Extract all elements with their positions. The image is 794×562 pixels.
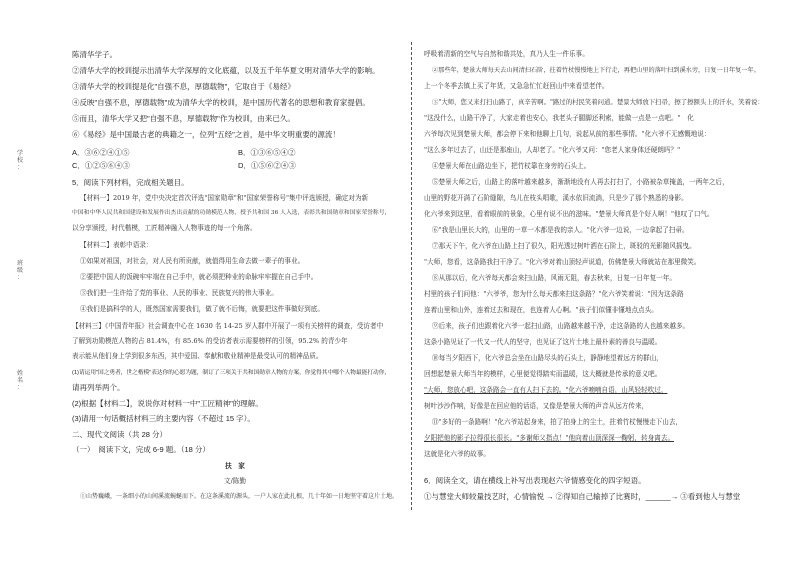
story-line: 村里的孩子们问他："六爷爷，您为什么每天都来扫这条路？"化六爷笑着说："因为这条路 — [424, 290, 684, 298]
right-column — [424, 0, 766, 562]
question-5-2: (2)根据【材料二】，说说你对材料一中"工匠精神"的理解。 — [72, 399, 263, 408]
story-line-underlined: 夕阳把他的影子拉得很长很长。"多谢师父指点！"他向着山顶深深一鞠躬，转身离去。 — [424, 434, 675, 442]
sentence-item: ⑤而且，清华大学又把"自强不息，厚德载物"作为校训，由来已久。 — [72, 114, 295, 123]
story-line: ⑧从那以后，化六爷每天都会来扫山路，风雨无阻，春去秋来，日复一日年复一年。 — [432, 274, 676, 282]
option-c: C．①②⑤⑥④③ — [72, 161, 130, 170]
material-2-quote: ①如果对祖国，对社会，对人民有所贡献，就值得用生命去做一辈子的事业。 — [80, 257, 305, 265]
story-title: 扶 家 — [225, 462, 245, 470]
material-1: 【材料一】2019 年，党中央决定首次评选"国家勋章"和"国家荣誉称号"集中评选颁授，确定对为新 — [80, 194, 369, 202]
story-line: 树叶沙沙作响，好像是在回应他的话语，又像是楚景大师的声音从远方传来， — [424, 402, 649, 410]
story-line: 山里的野花开满了石阶缝隙，鸟儿在枝头唱歌，溪水依旧流淌，只是少了那个熟悉的身影。 — [424, 194, 688, 202]
column-divider — [411, 42, 412, 510]
story-line: 这就是化六爷的故事。 — [424, 450, 490, 458]
story-line: 回想起楚景大师当年的模样，心里便觉得踏实而温暖，这大概就是传承的意义吧。 — [424, 370, 662, 378]
binding-label: ： — [16, 164, 23, 171]
story-line: 呼吸着清新的空气与自然和谐共处，真乃人生一件乐事。 — [424, 50, 589, 58]
material-2-heading: 【材料二】表彰中语录： — [80, 241, 153, 249]
section-2-heading: 二、现代文阅读（共 28 分） — [72, 430, 168, 439]
material-2-quote: ②要把中国人的饭碗牢牢端在自己手中，就必须把种业的命脉牢牢握在自己手中。 — [80, 273, 318, 281]
story-line: ⑤楚景大师之后，山路上的落叶越来越多，渐渐地没有人再去打扫了，小路被杂草掩盖，一两年之后， — [432, 178, 729, 186]
story-line: ④楚景大师在山路边坐下，把竹杖靠在身旁的石头上。 — [432, 162, 591, 170]
material-3: 表示能从他们身上学到很多东西，其中爱国、奉献和敬业精神是最受认可的精神品质。 — [72, 352, 323, 360]
sentence-item: ③清华大学的校训提是化"自强不息，厚德载物"，它取自于《易经》 — [72, 82, 295, 91]
story-line: 上一个冬季去镇上买了年货，又急急忙忙赶回山中来看望老伴。 — [424, 82, 609, 90]
binding-label: 姓 — [16, 370, 23, 377]
binding-label: 学 — [16, 150, 23, 157]
binding-label: 校 — [16, 157, 23, 164]
sentence-item: ⑥《易经》是中国最古老的典籍之一，位列"五经"之首，是中华文明重要的源流！ — [72, 130, 340, 139]
story-line: 连着山里和山外，连着过去和现在，也连着人心啊。"孩子们似懂非懂地点点头。 — [424, 306, 658, 314]
q6-prompt: ①与慧堂大师较量技艺时，心情愉悦 → ②得知自己输掉了比赛时， — [424, 492, 646, 501]
binding-label: ： — [16, 274, 23, 281]
material-1: 中国和中华人民共和国建设和发展作出杰出贡献的功勋模范人物，授予共和国 36 人入选，表彰共和国勋章和国家荣誉称号， — [72, 210, 391, 216]
story-line: "这没什么，山路干净了，大家走着也安心，我老头子腿脚还利索，能做一点是一点吧。" 化 — [424, 114, 694, 122]
material-1: 以分享颁授，时代楷模，工匠精神融入人物事迹的每一个角落。 — [72, 224, 257, 232]
story-line: "这么多年过去了，山还是那座山，人却老了。"化六爷又问："您老人家身体还硬朗吗？" — [424, 146, 681, 154]
material-3: 【材料三】《中国青年报》社会调查中心在 1630 名 14-25 岁人群中开展了一项有关榜样的调查，受访者中 — [72, 322, 384, 330]
q6-blank[interactable]: ______ — [645, 492, 671, 501]
sentence-item: ②清华大学的校训提示出清华大学深厚的文化底蕴，以及五千年华夏文明对清华大学的影响。 — [72, 66, 380, 75]
question-5: 5．阅读下列材料，完成相关题目。 — [72, 178, 189, 187]
question-5-1: (1)请运用"国之勇者，世之楷模"表达你的心愿为题，制订了三项关于共和国勋章人物的方案，你觉得其中哪个人物最能打动你， — [72, 370, 391, 376]
question-6-answer-row — [424, 492, 740, 501]
story-line: ⑪"多好的一条路啊！"化六爷站起身来，拍了拍身上的尘土，拄着竹杖慢慢走下山去， — [432, 418, 683, 426]
option-b: B．①③⑥⑤④② — [238, 148, 296, 157]
left-column — [72, 0, 398, 562]
q6-prompt-cont: → ③看到他人与慧堂 — [670, 492, 741, 501]
sentence-item: ④反映"自强不息，厚德载物"成为清华大学的校训，是中国历代著名的思想和教育家提倡。 — [72, 98, 370, 107]
question-5-3: (3)请用一句话概括材料三的主要内容（不超过 15 字）。 — [72, 414, 255, 423]
story-line: ⑨后来，孩子们也跟着化六爷一起扫山路，山路越来越干净，走这条路的人也越来越多。 — [432, 322, 690, 330]
story-line: ③"大师，您又来打扫山路了，真辛苦啊。"路过的村民笑着问道。楚景大师放下扫帚，擦了擦额头上的汗水，笑着说： — [432, 98, 764, 106]
story-author: 文/陈勤 — [223, 477, 246, 485]
question-5-1-cont: 请再列举两个。 — [72, 383, 125, 392]
intro-tail: 陈清华学子。 — [72, 50, 117, 59]
story-line: ⑦那天下午，化六爷在山路上扫了很久，阳光透过树叶洒在石阶上，斑驳的光影随风摇曳。 — [432, 242, 696, 250]
story-line: 化六爷来到这里，看着眼前的景象，心里有说不出的滋味。"楚景大师真是个好人啊！"他叹了口气。 — [424, 210, 714, 218]
binding-label: 名 — [16, 377, 23, 384]
story-line: ②那些年，楚景大师每天去山间清扫石阶，拄着竹杖慢慢地上下行走，再把山里的落叶扫到溪水旁，日复一日年复一年。 — [432, 67, 760, 74]
material-2-quote: ④我们是搞科学的人，既然国家需要我们，做了就不后悔，就要把这件事做好到底。 — [80, 305, 324, 313]
material-3: 了解到功勋模范人物的占 81.4%，有 85.6% 的受访者表示需要榜样的引领，95.2% 的青少年 — [72, 337, 348, 345]
option-a: A．③⑥②④①⑤ — [72, 148, 130, 157]
story-line-underlined: "大师，您放心吧，这条路会一直有人扫下去的。"化六爷喃喃自语，山风轻轻吹过， — [424, 386, 668, 394]
story-line: 六爷每次见到楚景大师，都会停下来和他聊上几句，说起从前的那些事情。"化六爷不无感慨地说： — [424, 130, 711, 138]
subsection-1-heading: （一） 阅读下文，完成 6-9 题。（18 分） — [72, 445, 210, 454]
story-line: 这条小路见证了一代又一代人的坚守，也见证了这片土地上最朴素的善良与温暖。 — [424, 338, 662, 346]
binding-margin — [0, 0, 40, 562]
binding-label: ： — [16, 384, 23, 391]
material-2-quote: ③我们把一生许给了党的事业、人民的事业、民族复兴的伟大事业。 — [80, 289, 278, 297]
story-line: ⑩每当夕阳西下，化六爷总会坐在山路尽头的石头上，静静地望着远方的群山， — [432, 354, 663, 362]
question-6: 6．阅读全文，请在横线上补写出表现赵六爷情感变化的四字短语。 — [424, 476, 646, 485]
binding-label: 级 — [16, 267, 23, 274]
option-d: D．①⑤⑥②④③ — [238, 161, 296, 170]
story-paragraph: ①山势巍峨，一条细小的山间溪流蜿蜒而下。在这条溪流的源头，一户人家在此扎根，几十年如一日地坚守着这片土地。 — [80, 493, 399, 500]
story-line: "大师，您看，这条路我扫干净了。"化六爷对着山顶轻声说道，仿佛楚景大师就站在那里微笑。 — [424, 258, 701, 266]
binding-label: 班 — [16, 260, 23, 267]
story-line: ⑥"我是山里长大的，山里的一草一木都是我的亲人。"化六爷一边说，一边拿起了扫帚。 — [432, 226, 689, 234]
